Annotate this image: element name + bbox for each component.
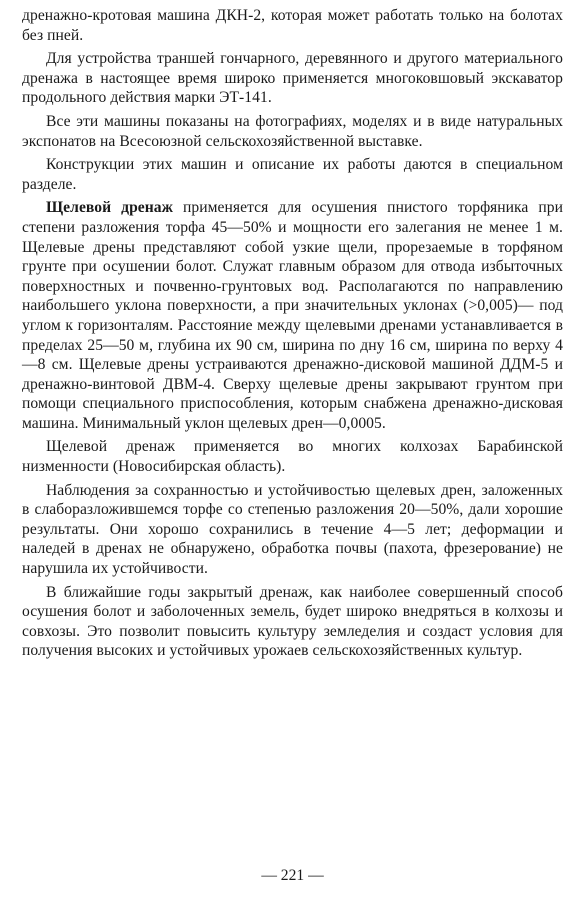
paragraph-continuation: дренажно-кротовая машина ДКН-2, которая может работать только на болотах без пней. xyxy=(22,7,563,44)
paragraph-slot-drainage xyxy=(22,198,563,433)
slot-drainage-lead-term: Щелевой дренаж xyxy=(46,199,174,217)
paragraph-baraba-lowland: Щелевой дренаж применяется во многих колхозах Барабинской низменности (Новосибирская область). xyxy=(22,438,563,476)
page-number: — 221 — xyxy=(261,867,324,884)
book-page xyxy=(22,6,563,900)
paragraph-closed-drainage: В ближайшие годы закрытый дренаж, как наиболее совершенный способ осушения болот и заболоченных земель, будет широко внедряться в колхозы и совхозы. Это позволит повысить культуру земледелия и создаст условия для получения высоких и устойчивых урожаев сельскохозяйственных культур. xyxy=(22,583,563,660)
paragraph-trench-excavator: Для устройства траншей гончарного, деревянного и другого материального дренажа в настоящее время широко применяется многоковшовый экскаватор продольного действия марки ЭТ-141. xyxy=(22,50,563,107)
paragraph-exhibition: Все эти машины показаны на фотографиях, моделях и в виде натуральных экспонатов на Всесоюзной сельскохозяйственной выставке. xyxy=(22,112,563,150)
slot-drainage-body: применяется для осушения пнистого торфяника при степени разложения торфа 45—50% и мощности его залегания не менее 1 м. Щелевые дрены представляют собой узкие щели, прорезаемые в торфяном грунте при осушении болот. Служат главным образом для отвода избыточных поверхностных и почвенно-грунтовых вод. Располагаются по направлению наибольшего уклона поверхности, а при значительных уклонах (>0,005)— под углом к горизонталям. Расстояние между щелевыми дренами устанавливается в пределах 25—50 м, глубина их 90 см, ширина по дну 16 см, ширина по верху 4—8 см. Щелевые дрены устраиваются дренажно-дисковой машиной ДДМ-5 и дренажно-винтовой ДВМ-4. Сверху щелевые дрены закрывают грунтом при помощи специального приспособления, которым снабжена дренажно-дисковая машина. Минимальный уклон щелевых дрен—0,0005. xyxy=(22,199,563,432)
paragraph-special-section: Конструкции этих машин и описание их работы даются в специальном разделе. xyxy=(22,156,563,193)
paragraph-observations: Наблюдения за сохранностью и устойчивостью щелевых дрен, заложенных в слаборазложившемся торфе со степенью разложения 20—50%, дали хорошие результаты. Они хорошо сохранились в течение 4—5 лет; деформации и наледей в дренах не обнаружено, обработка почвы (пахота, фрезерование) не нарушила их устойчивости. xyxy=(22,481,563,578)
